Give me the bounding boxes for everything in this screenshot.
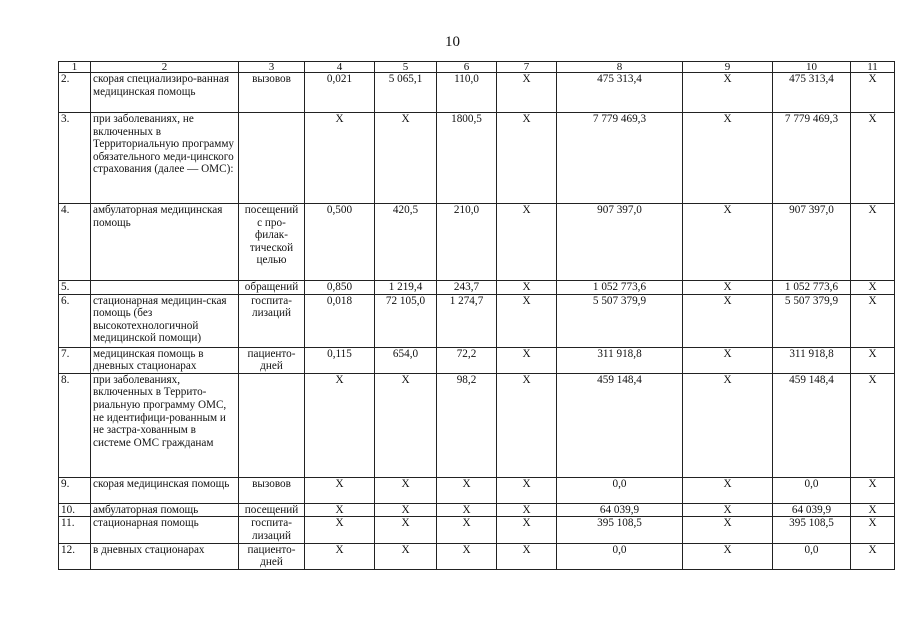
cell-c7: Х <box>497 281 557 295</box>
cell-c11: Х <box>851 281 895 295</box>
cell-c9: Х <box>683 113 773 204</box>
cell-c8: 0,0 <box>557 477 683 503</box>
cell-c7: Х <box>497 73 557 113</box>
cell-c9: Х <box>683 477 773 503</box>
column-header: 9 <box>683 62 773 73</box>
column-header: 3 <box>239 62 305 73</box>
cell-c9: Х <box>683 281 773 295</box>
cell-c10: 459 148,4 <box>773 373 851 477</box>
cell-c4: Х <box>305 503 375 517</box>
cell-c10: 64 039,9 <box>773 503 851 517</box>
row-unit: пациенто-дней <box>239 543 305 569</box>
cell-c8: 7 779 469,3 <box>557 113 683 204</box>
cell-c6: 1800,5 <box>437 113 497 204</box>
header-row <box>59 62 895 73</box>
cell-c8: 311 918,8 <box>557 347 683 373</box>
table-row <box>59 373 895 477</box>
cell-c9: Х <box>683 73 773 113</box>
row-number: 4. <box>59 204 91 281</box>
row-unit: госпита-лизаций <box>239 517 305 543</box>
cell-c10: 907 397,0 <box>773 204 851 281</box>
column-header: 2 <box>91 62 239 73</box>
cell-c10: 395 108,5 <box>773 517 851 543</box>
cell-c4: 0,021 <box>305 73 375 113</box>
cell-c7: Х <box>497 204 557 281</box>
cell-c7: Х <box>497 543 557 569</box>
cell-c10: 0,0 <box>773 477 851 503</box>
cell-c5: 420,5 <box>375 204 437 281</box>
cell-c11: Х <box>851 503 895 517</box>
cell-c4: 0,018 <box>305 294 375 347</box>
cell-c8: 5 507 379,9 <box>557 294 683 347</box>
cell-c8: 64 039,9 <box>557 503 683 517</box>
cell-c10: 5 507 379,9 <box>773 294 851 347</box>
row-number: 2. <box>59 73 91 113</box>
cell-c6: 210,0 <box>437 204 497 281</box>
row-name: скорая медицинская помощь <box>91 477 239 503</box>
cell-c5: Х <box>375 543 437 569</box>
cell-c8: 459 148,4 <box>557 373 683 477</box>
table-row <box>59 294 895 347</box>
row-name <box>91 281 239 295</box>
cell-c5: Х <box>375 113 437 204</box>
row-unit: пациенто-дней <box>239 347 305 373</box>
cell-c9: Х <box>683 373 773 477</box>
row-name: амбулаторная медицинская помощь <box>91 204 239 281</box>
row-number: 11. <box>59 517 91 543</box>
table-row <box>59 347 895 373</box>
row-name: стационарная медицин-ская помощь (без высокотехнологичной медицинской помощи) <box>91 294 239 347</box>
cell-c7: Х <box>497 517 557 543</box>
cell-c9: Х <box>683 204 773 281</box>
cell-c10: 7 779 469,3 <box>773 113 851 204</box>
cell-c6: 243,7 <box>437 281 497 295</box>
row-name: в дневных стационарах <box>91 543 239 569</box>
cell-c5: 654,0 <box>375 347 437 373</box>
row-number: 3. <box>59 113 91 204</box>
column-header: 1 <box>59 62 91 73</box>
row-number: 8. <box>59 373 91 477</box>
table-row <box>59 503 895 517</box>
row-number: 9. <box>59 477 91 503</box>
cell-c8: 907 397,0 <box>557 204 683 281</box>
cell-c11: Х <box>851 373 895 477</box>
cell-c7: Х <box>497 373 557 477</box>
row-name: медицинская помощь в дневных стационарах <box>91 347 239 373</box>
budget-table <box>58 61 895 570</box>
cell-c4: Х <box>305 543 375 569</box>
cell-c11: Х <box>851 347 895 373</box>
cell-c11: Х <box>851 73 895 113</box>
column-header: 4 <box>305 62 375 73</box>
table-row <box>59 204 895 281</box>
cell-c5: Х <box>375 477 437 503</box>
column-header: 11 <box>851 62 895 73</box>
cell-c10: 0,0 <box>773 543 851 569</box>
cell-c7: Х <box>497 113 557 204</box>
column-header: 10 <box>773 62 851 73</box>
cell-c10: 311 918,8 <box>773 347 851 373</box>
cell-c6: Х <box>437 517 497 543</box>
cell-c4: Х <box>305 517 375 543</box>
cell-c10: 475 313,4 <box>773 73 851 113</box>
cell-c8: 395 108,5 <box>557 517 683 543</box>
row-unit: госпита-лизаций <box>239 294 305 347</box>
column-header: 5 <box>375 62 437 73</box>
column-header: 8 <box>557 62 683 73</box>
row-unit <box>239 113 305 204</box>
row-name: при заболеваниях, включенных в Террито-риальную программу ОМС, не идентифици-рованным и не застра-хованным в системе ОМС гражданам <box>91 373 239 477</box>
row-unit: вызовов <box>239 73 305 113</box>
cell-c7: Х <box>497 503 557 517</box>
cell-c11: Х <box>851 113 895 204</box>
table-row <box>59 477 895 503</box>
cell-c9: Х <box>683 294 773 347</box>
cell-c5: Х <box>375 503 437 517</box>
cell-c5: 1 219,4 <box>375 281 437 295</box>
cell-c6: 98,2 <box>437 373 497 477</box>
cell-c4: Х <box>305 477 375 503</box>
table-row <box>59 73 895 113</box>
cell-c5: 72 105,0 <box>375 294 437 347</box>
row-name: скорая специализиро-ванная медицинская помощь <box>91 73 239 113</box>
cell-c11: Х <box>851 517 895 543</box>
cell-c5: 5 065,1 <box>375 73 437 113</box>
cell-c6: 72,2 <box>437 347 497 373</box>
cell-c11: Х <box>851 204 895 281</box>
cell-c10: 1 052 773,6 <box>773 281 851 295</box>
cell-c6: 110,0 <box>437 73 497 113</box>
cell-c8: 1 052 773,6 <box>557 281 683 295</box>
cell-c11: Х <box>851 294 895 347</box>
column-header: 6 <box>437 62 497 73</box>
row-number: 7. <box>59 347 91 373</box>
cell-c6: 1 274,7 <box>437 294 497 347</box>
page-number: 10 <box>445 34 460 50</box>
cell-c6: Х <box>437 543 497 569</box>
cell-c11: Х <box>851 477 895 503</box>
column-header: 7 <box>497 62 557 73</box>
cell-c4: 0,115 <box>305 347 375 373</box>
cell-c4: Х <box>305 373 375 477</box>
cell-c8: 0,0 <box>557 543 683 569</box>
row-unit: обращений <box>239 281 305 295</box>
table-row <box>59 517 895 543</box>
row-name: амбулаторная помощь <box>91 503 239 517</box>
table-row <box>59 113 895 204</box>
row-unit: посещений <box>239 503 305 517</box>
table-row <box>59 281 895 295</box>
cell-c9: Х <box>683 543 773 569</box>
cell-c4: Х <box>305 113 375 204</box>
cell-c5: Х <box>375 517 437 543</box>
cell-c9: Х <box>683 503 773 517</box>
row-unit: посещений с про-филак-тической целью <box>239 204 305 281</box>
cell-c9: Х <box>683 517 773 543</box>
cell-c6: Х <box>437 477 497 503</box>
cell-c5: Х <box>375 373 437 477</box>
row-unit <box>239 373 305 477</box>
row-number: 12. <box>59 543 91 569</box>
row-name: стационарная помощь <box>91 517 239 543</box>
row-number: 5. <box>59 281 91 295</box>
cell-c6: Х <box>437 503 497 517</box>
cell-c7: Х <box>497 477 557 503</box>
row-name: при заболеваниях, не включенных в Территориальную программу обязательного меди-цинского страхования (далее — ОМС): <box>91 113 239 204</box>
row-number: 6. <box>59 294 91 347</box>
row-number: 10. <box>59 503 91 517</box>
cell-c8: 475 313,4 <box>557 73 683 113</box>
cell-c7: Х <box>497 294 557 347</box>
cell-c11: Х <box>851 543 895 569</box>
cell-c4: 0,850 <box>305 281 375 295</box>
table-row <box>59 543 895 569</box>
cell-c7: Х <box>497 347 557 373</box>
cell-c9: Х <box>683 347 773 373</box>
cell-c4: 0,500 <box>305 204 375 281</box>
row-unit: вызовов <box>239 477 305 503</box>
